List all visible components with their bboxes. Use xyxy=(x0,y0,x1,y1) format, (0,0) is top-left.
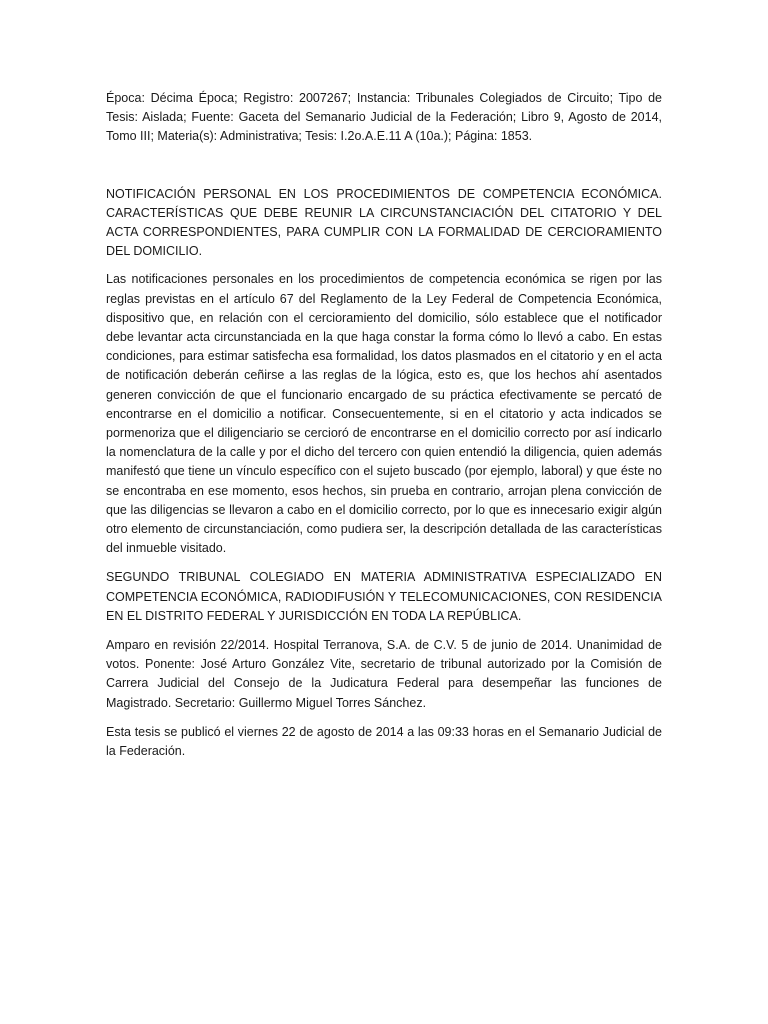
tesis-title: NOTIFICACIÓN PERSONAL EN LOS PROCEDIMIENTOS DE COMPETENCIA ECONÓMICA. CARACTERÍSTICAS QUE DEBE REUNIR LA CIRCUNSTANCIACIÓN DEL CITATORIO Y DEL ACTA CORRESPONDIENTES, PARA CUMPLIR CON LA FORMALIDAD DE CERCIORAMIENTO DEL DOMICILIO. xyxy=(106,186,662,259)
court-name: SEGUNDO TRIBUNAL COLEGIADO EN MATERIA ADMINISTRATIVA ESPECIALIZADO EN COMPETENCIA ECONÓMICA, RADIODIFUSIÓN Y TELECOMUNICACIONES, CON RESIDENCIA EN EL DISTRITO FEDERAL Y JURISDICCIÓN EN TODA LA REPÚBLICA. xyxy=(106,570,662,623)
tesis-body: Las notificaciones personales en los procedimientos de competencia económica se rigen por las reglas previstas en el artículo 67 del Reglamento de la Ley Federal de Competencia Económica, dispositivo que, en relación con el cercioramiento del domicilio, sólo establece que el notificador debe levantar acta circunstanciada en la que haga constar la forma cómo lo llevó a cabo. En estas condiciones, para estimar satisfecha esa formalidad, los datos plasmados en el citatorio y en el acta de notificación deberán ceñirse a las reglas de la lógica, esto es, que los hechos ahí asentados generen convicción de que el funcionario encargado de su práctica efectivamente se percató de encontrarse en el domicilio a notificar. Consecuentemente, si en el citatorio y acta indicados se pormenoriza que el diligenciario se cercioró de encontrarse en el domicilio correcto por así indicarlo la nomenclatura de la calle y por el dicho del tercero con quien entendió la diligencia, quien además manifestó que tiene un vínculo específico con el sujeto buscado (por ejemplo, laboral) y que éste no se encontraba en ese momento, esos hechos, sin prueba en contrario, arrojan plena convicción de que las diligencias se llevaron a cabo en el domicilio correcto, por lo que es innecesario exigir algún otro elemento de circunstanciación, como pudiera ser, la descripción detallada de las características del inmueble visitado. xyxy=(106,272,662,556)
document-page xyxy=(106,89,662,761)
tesis-metadata: Época: Décima Época; Registro: 2007267; Instancia: Tribunales Colegiados de Circuito; Tipo de Tesis: Aislada; Fuente: Gaceta del Semanario Judicial de la Federación; Libro 9, Agosto de 2014, Tomo III; Materia(s): Administrativa; Tesis: I.2o.A.E.11 A (10a.); Página: 1853. xyxy=(106,91,662,144)
case-precedent: Amparo en revisión 22/2014. Hospital Terranova, S.A. de C.V. 5 de junio de 2014. Unanimidad de votos. Ponente: José Arturo González Vite, secretario de tribunal autorizado por la Comisión de Carrera Judicial del Consejo de la Judicatura Federal para desempeñar las funciones de Magistrado. Secretario: Guillermo Miguel Torres Sánchez. xyxy=(106,638,662,710)
publication-note: Esta tesis se publicó el viernes 22 de agosto de 2014 a las 09:33 horas en el Semanario Judicial de la Federación. xyxy=(106,724,662,759)
